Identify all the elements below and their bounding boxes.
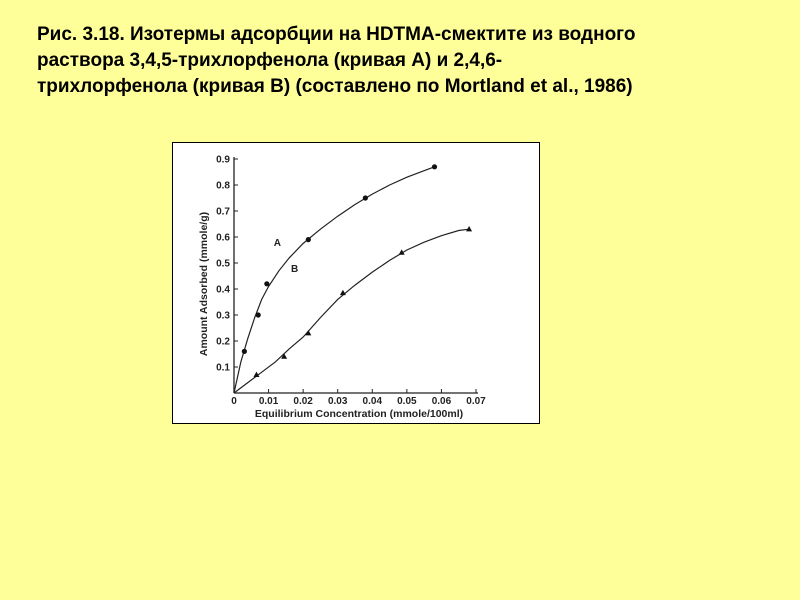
y-tick-label: 0.9 [216, 154, 230, 166]
series-A-point [242, 349, 247, 354]
x-tick-label: 0.04 [362, 396, 383, 407]
y-tick-label: 0.5 [216, 258, 230, 270]
y-tick-label: 0.3 [216, 310, 230, 322]
chart-canvas [173, 143, 539, 423]
x-tick-label: 0 [231, 396, 237, 407]
y-tick-label: 0.4 [216, 284, 230, 296]
y-tick-label: 0.2 [216, 336, 230, 348]
x-tick-label: 0.05 [397, 396, 417, 407]
x-tick-label: 0.01 [258, 396, 279, 407]
isotherm-chart [172, 142, 540, 424]
series-A-point [264, 281, 269, 286]
y-tick-label: 0.6 [216, 232, 230, 244]
x-tick-label: 0.02 [293, 396, 313, 407]
figure-caption [37, 22, 757, 100]
x-axis-title: Equilibrium Concentration (mmole/100ml) [254, 408, 464, 420]
series-A-point [363, 195, 368, 200]
x-tick-label: 0.07 [466, 396, 486, 407]
caption-line-3: трихлорфенола (кривая В) (составлено по Mortland et al., 1986) [37, 76, 633, 97]
series-A-point [256, 312, 261, 317]
x-tick-label: 0.06 [431, 396, 452, 407]
y-tick-label: 0.8 [216, 180, 230, 192]
series-B-line [234, 229, 469, 393]
caption-line-1: Рис. 3.18. Изотермы адсорбции на HDTMA-смектите из водного [37, 24, 636, 45]
series-B-point [340, 290, 346, 295]
series-A-line [234, 167, 435, 393]
series-A-point [432, 164, 437, 169]
y-tick-label: 0.1 [216, 362, 230, 374]
series-B-point [466, 226, 472, 231]
caption-line-2: раствора 3,4,5-трихлорфенола (кривая А) и 2,4,6- [37, 50, 503, 71]
y-tick-label: 0.7 [216, 206, 230, 218]
series-B-label: B [291, 264, 299, 276]
series-A-label: A [273, 238, 281, 250]
series-A-point [306, 237, 311, 242]
y-axis-title: Amount Adsorbed (mmole/g) [198, 211, 210, 357]
x-tick-label: 0.03 [327, 396, 348, 407]
